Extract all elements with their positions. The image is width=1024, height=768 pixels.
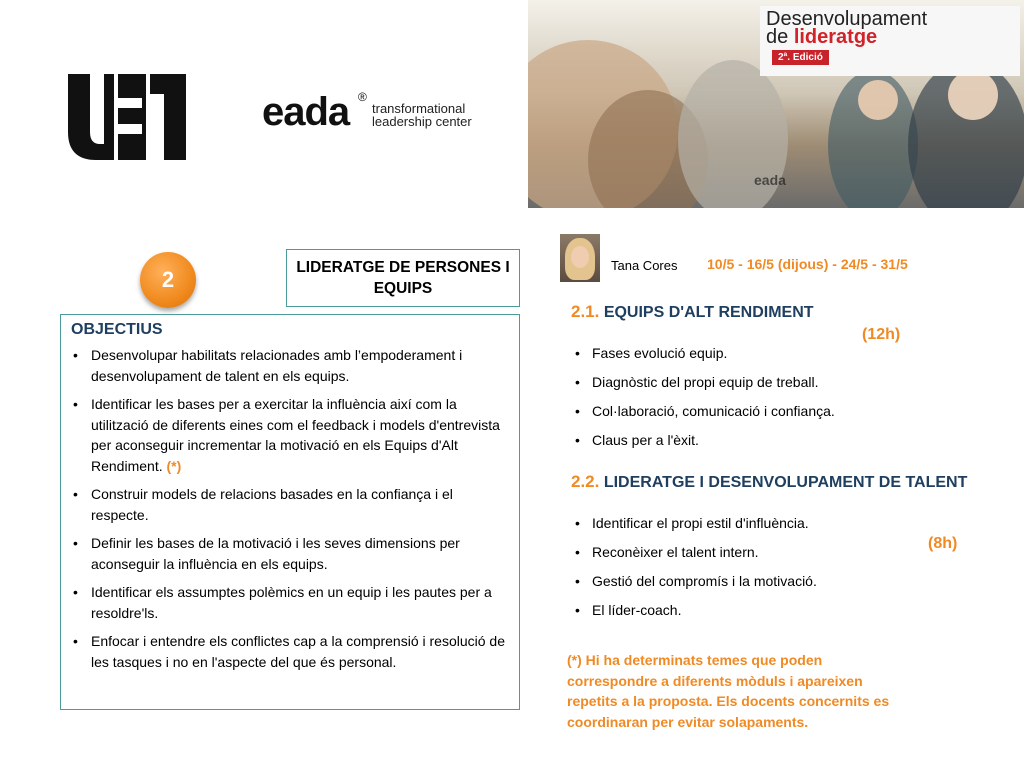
- eada-logo: [262, 92, 482, 134]
- section-hours: (8h): [928, 535, 958, 552]
- eada-tagline-line1: transformational: [372, 101, 466, 116]
- list-item: • Gestió del compromís i la motivació.: [572, 572, 922, 590]
- list-item: • Construir models de relacions basades en la confiança i el respecte.: [71, 484, 509, 525]
- hero-title-line2: de lideratge: [766, 26, 878, 48]
- hero-title-line1: Desenvolupament: [766, 8, 928, 30]
- eada-wordmark: eada: [262, 90, 350, 134]
- session-dates: 10/5 - 16/5 (dijous) - 24/5 - 31/5: [707, 256, 908, 272]
- teacher-name: Tana Cores: [611, 258, 678, 273]
- section-heading-2-2: [571, 472, 967, 492]
- section-number: 2.2.: [571, 472, 600, 491]
- module-title: LIDERATGE DE PERSONES I EQUIPS: [286, 249, 520, 307]
- objectives-list: [71, 345, 509, 672]
- list-item: • Claus per a l'èxit.: [572, 431, 902, 449]
- list-item: • Desenvolupar habilitats relacionades amb l’empoderament i desenvolupament de talent en els equips.: [71, 345, 509, 386]
- section-2-1-list: [572, 344, 902, 460]
- uei-logo-icon: [64, 68, 196, 164]
- list-item: • Reconèixer el talent intern.: [572, 543, 922, 561]
- asterisk-note: (*): [166, 457, 182, 474]
- list-item: • Col·laboració, comunicació i confiança.: [572, 402, 902, 420]
- eada-tagline: [372, 102, 472, 128]
- list-item: • Definir les bases de la motivació i les seves dimensions per aconseguir la influència en els equips.: [71, 533, 509, 574]
- list-item: • El líder-coach.: [572, 601, 922, 619]
- list-item: • Diagnòstic del propi equip de treball.: [572, 373, 902, 391]
- teacher-avatar: [560, 234, 600, 282]
- list-item: • Fases evolució equip.: [572, 344, 902, 362]
- hero-photo: [528, 0, 1024, 208]
- hero-eada-mark: eada: [754, 172, 786, 188]
- uei-logo: [64, 68, 196, 164]
- objectives-box: [60, 314, 520, 710]
- section-2-2-list: [572, 514, 922, 630]
- registered-mark: ®: [358, 90, 367, 104]
- list-item: • Identificar les bases per a exercitar la influència així com la utilització de diferents eines com el feedback i models d'entrevista per aconseguir incrementar la motivació en els Equips d'Alt Rendiment. (*): [71, 394, 509, 476]
- list-item: • Identificar el propi estil d'influència.: [572, 514, 922, 532]
- list-item: • Identificar els assumptes polèmics en un equip i les pautes per a resoldre'ls.: [71, 582, 509, 623]
- hero-edition-badge: 2ª. Edició: [772, 50, 829, 65]
- section-number: 2.1.: [571, 302, 600, 321]
- section-title: EQUIPS D'ALT RENDIMENT: [603, 304, 814, 321]
- objectives-title: OBJECTIUS: [71, 321, 163, 338]
- module-number-badge: 2: [140, 252, 196, 308]
- footnote: (*) Hi ha determinats temes que poden correspondre a diferents mòduls i apareixen repetits a la proposta. Els docents concernits es coordinaran per evitar solapaments.: [567, 652, 890, 730]
- eada-tagline-line2: leadership center: [372, 114, 472, 129]
- section-heading-2-1: [571, 302, 814, 322]
- list-item: • Enfocar i entendre els conflictes cap a la comprensió i resolució de les tasques i no en l'aspecte del que és personal.: [71, 631, 509, 672]
- section-hours: (12h): [862, 326, 901, 343]
- section-title: LIDERATGE I DESENVOLUPAMENT DE TALENT: [603, 474, 968, 491]
